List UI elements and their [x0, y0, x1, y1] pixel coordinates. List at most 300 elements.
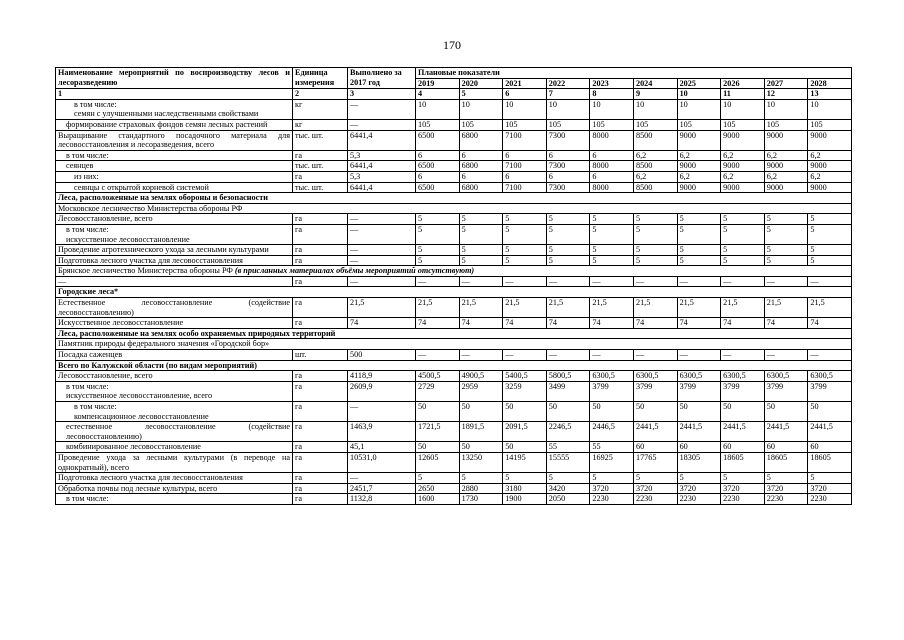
section-title: Леса, расположенные на землях обороны и безопасности: [56, 193, 852, 204]
activity-name: [56, 245, 293, 256]
plan-value-cell: 18605: [764, 452, 808, 472]
plan-value-cell: 9000: [721, 161, 765, 172]
plan-value-cell: 2441,5: [633, 422, 677, 442]
plan-value-cell: 3720: [808, 483, 852, 494]
subsection-title: Московское лесничество Министерства обороны РФ: [56, 203, 852, 214]
plan-value-cell: 1730: [459, 494, 503, 505]
header-plan: Плановые показатели: [416, 68, 852, 79]
activity-name-line: Выращивание стандартного посадочного материала для лесовосстановления и лесоразведения, всего: [58, 130, 290, 150]
plan-value-cell: 18305: [677, 452, 721, 472]
activity-name-line: искусственное лесовосстановление, всего: [66, 391, 213, 401]
plan-value-cell: 9000: [721, 182, 765, 193]
plan-value-cell: 3799: [808, 381, 852, 401]
plan-value-cell: 8500: [633, 161, 677, 172]
activity-name-line: семян с улучшенными наследственными свойствами: [74, 109, 259, 119]
plan-value-cell: 14195: [503, 452, 547, 472]
plan-value-cell: 5: [677, 473, 721, 484]
unit-cell: га: [293, 494, 348, 505]
plan-value-cell: 21,5: [764, 298, 808, 318]
table-row: [56, 119, 852, 130]
table-row: [56, 402, 852, 422]
table-row: [56, 182, 852, 193]
activity-name-line: в том числе:: [66, 224, 109, 234]
plan-value-cell: 6: [590, 171, 634, 182]
unit-cell: га: [293, 381, 348, 401]
header-year: 2027: [764, 78, 808, 89]
plan-value-cell: 74: [416, 318, 460, 329]
table-row: [56, 473, 852, 484]
plan-value-cell: 5: [546, 255, 590, 266]
plan-value-cell: 74: [677, 318, 721, 329]
activity-name: [56, 276, 293, 287]
plan-value-cell: 50: [416, 442, 460, 453]
activity-name-line: формирование страховых фондов семян лесных растений: [66, 119, 268, 129]
plan-value-cell: 5: [764, 214, 808, 225]
plan-value-cell: 3720: [590, 483, 634, 494]
plan-value-cell: 21,5: [416, 298, 460, 318]
unit-cell: га: [293, 298, 348, 318]
plan-value-cell: 2230: [633, 494, 677, 505]
done-2017-cell: 10531,0: [348, 452, 416, 472]
plan-value-cell: 5: [677, 214, 721, 225]
activity-name-line: из них:: [74, 171, 99, 181]
activity-name-line: Лесовосстановление, всего: [58, 371, 153, 381]
plan-value-cell: 3420: [546, 483, 590, 494]
activity-name: [56, 452, 293, 472]
header-column-number: 12: [764, 89, 808, 100]
plan-value-cell: —: [764, 276, 808, 287]
activity-name: [56, 298, 293, 318]
done-2017-cell: —: [348, 245, 416, 256]
table-row: [56, 99, 852, 119]
done-2017-cell: 45,1: [348, 442, 416, 453]
plan-value-cell: 5: [590, 214, 634, 225]
plan-value-cell: 17765: [633, 452, 677, 472]
table-row: [56, 224, 852, 244]
header-column-number: 6: [503, 89, 547, 100]
plan-value-cell: 5: [721, 473, 765, 484]
unit-cell: га: [293, 452, 348, 472]
activity-name-line: Проведение агротехнического ухода за лесными культурами: [58, 245, 269, 255]
plan-value-cell: 6,2: [677, 171, 721, 182]
plan-value-cell: —: [808, 276, 852, 287]
done-2017-cell: 6441,4: [348, 161, 416, 172]
plan-value-cell: 3720: [764, 483, 808, 494]
plan-value-cell: 5: [416, 214, 460, 225]
plan-value-cell: 6300,5: [677, 371, 721, 382]
plan-value-cell: 9000: [808, 130, 852, 150]
plan-value-cell: 6500: [416, 130, 460, 150]
activity-name: [56, 402, 293, 422]
plan-value-cell: 5: [546, 224, 590, 244]
subsection-title: [56, 266, 852, 277]
plan-value-cell: 5: [633, 245, 677, 256]
plan-value-cell: 5: [503, 245, 547, 256]
activity-name-line: Естественное лесовосстановление (содействие лесовосстановлению): [58, 298, 290, 317]
plan-value-cell: 6: [416, 150, 460, 161]
plan-value-cell: 50: [503, 402, 547, 422]
activity-name-line: компенсационное лесовосстановление: [74, 411, 209, 421]
activity-name-line: в том числе:: [66, 494, 109, 504]
done-2017-cell: 21,5: [348, 298, 416, 318]
plan-value-cell: 2729: [416, 381, 460, 401]
plan-value-cell: 2441,5: [721, 422, 765, 442]
plan-value-cell: 7300: [546, 161, 590, 172]
plan-value-cell: 74: [633, 318, 677, 329]
plan-value-cell: 5800,5: [546, 371, 590, 382]
plan-value-cell: 10: [546, 99, 590, 119]
plan-value-cell: 6800: [459, 130, 503, 150]
plan-value-cell: 2441,5: [808, 422, 852, 442]
plan-value-cell: 9000: [721, 130, 765, 150]
plan-value-cell: 5: [503, 214, 547, 225]
activity-name: [56, 214, 293, 225]
page-number: 170: [443, 38, 461, 52]
activity-name-line: Искусственное лесовосстановление: [58, 318, 184, 328]
unit-cell: тыс. шт.: [293, 182, 348, 193]
plan-value-cell: 5: [416, 255, 460, 266]
unit-cell: шт.: [293, 350, 348, 361]
plan-value-cell: 55: [590, 442, 634, 453]
plan-value-cell: 60: [721, 442, 765, 453]
plan-value-cell: 10: [764, 99, 808, 119]
plan-value-cell: 5: [633, 473, 677, 484]
plan-value-cell: 5: [459, 214, 503, 225]
plan-value-cell: 105: [677, 119, 721, 130]
plan-value-cell: 9000: [764, 161, 808, 172]
done-2017-cell: 6441,4: [348, 182, 416, 193]
plan-value-cell: 7100: [503, 161, 547, 172]
header-year: 2026: [721, 78, 765, 89]
plan-value-cell: —: [677, 276, 721, 287]
plan-value-cell: 18605: [721, 452, 765, 472]
plan-value-cell: 5: [416, 473, 460, 484]
plan-value-cell: 1900: [503, 494, 547, 505]
plan-value-cell: 50: [503, 442, 547, 453]
reforestation-plan-table: [55, 67, 852, 505]
plan-value-cell: 105: [459, 119, 503, 130]
plan-value-cell: 105: [764, 119, 808, 130]
subsection-name: Брянское лесничество Министерства обороны РФ: [58, 266, 235, 276]
plan-value-cell: 10: [633, 99, 677, 119]
plan-value-cell: 6300,5: [590, 371, 634, 382]
plan-value-cell: 5: [459, 245, 503, 256]
plan-value-cell: 55: [546, 442, 590, 453]
plan-value-cell: 3259: [503, 381, 547, 401]
plan-value-cell: 74: [808, 318, 852, 329]
plan-value-cell: 50: [546, 402, 590, 422]
subsection-row: [56, 339, 852, 350]
unit-cell: га: [293, 473, 348, 484]
plan-value-cell: 50: [808, 402, 852, 422]
plan-value-cell: —: [416, 350, 460, 361]
unit-cell: га: [293, 371, 348, 382]
plan-value-cell: —: [590, 276, 634, 287]
activity-name: [56, 255, 293, 266]
header-column-number: 11: [721, 89, 765, 100]
done-2017-cell: —: [348, 276, 416, 287]
plan-value-cell: —: [590, 350, 634, 361]
header-column-number: 9: [633, 89, 677, 100]
plan-value-cell: 6,2: [633, 171, 677, 182]
header-column-number: 8: [590, 89, 634, 100]
plan-value-cell: 2441,5: [764, 422, 808, 442]
activity-name-line: Лесовосстановление, всего: [58, 214, 153, 224]
plan-value-cell: 6300,5: [808, 371, 852, 382]
table-row: [56, 452, 852, 472]
plan-value-cell: 5: [808, 224, 852, 244]
header-numbers-row: [56, 89, 852, 100]
plan-value-cell: 2230: [590, 494, 634, 505]
plan-value-cell: 6: [503, 171, 547, 182]
plan-value-cell: 5: [721, 245, 765, 256]
plan-value-cell: 9000: [677, 182, 721, 193]
plan-value-cell: 16925: [590, 452, 634, 472]
plan-value-cell: 6,2: [764, 171, 808, 182]
header-done: Выполнено за 2017 год: [348, 68, 416, 89]
unit-cell: га: [293, 318, 348, 329]
plan-value-cell: 6: [459, 171, 503, 182]
plan-value-cell: 5: [459, 224, 503, 244]
plan-value-cell: 5: [808, 255, 852, 266]
plan-value-cell: 5: [546, 473, 590, 484]
done-2017-cell: —: [348, 224, 416, 244]
plan-value-cell: —: [546, 350, 590, 361]
plan-value-cell: 10: [677, 99, 721, 119]
plan-value-cell: 6,2: [721, 150, 765, 161]
activity-name-line: Обработка почвы под лесные культуры, всего: [58, 483, 218, 493]
plan-value-cell: 2650: [416, 483, 460, 494]
plan-value-cell: 21,5: [546, 298, 590, 318]
plan-value-cell: 6: [459, 150, 503, 161]
activity-name-line: естественное лесовосстановление (содействие лесовосстановлению): [66, 422, 290, 441]
section-row: [56, 328, 852, 339]
done-2017-cell: 2451,7: [348, 483, 416, 494]
unit-cell: га: [293, 171, 348, 182]
plan-value-cell: 6500: [416, 182, 460, 193]
unit-cell: га: [293, 214, 348, 225]
activity-name: [56, 381, 293, 401]
table-row: [56, 245, 852, 256]
plan-value-cell: 74: [721, 318, 765, 329]
header-column-number: 1: [56, 89, 293, 100]
plan-value-cell: 13250: [459, 452, 503, 472]
section-row: [56, 287, 852, 298]
plan-value-cell: 2880: [459, 483, 503, 494]
plan-value-cell: 4900,5: [459, 371, 503, 382]
plan-value-cell: 21,5: [677, 298, 721, 318]
activity-name-line: —: [58, 276, 67, 286]
plan-value-cell: 21,5: [721, 298, 765, 318]
plan-value-cell: 50: [721, 402, 765, 422]
plan-value-cell: 5: [721, 214, 765, 225]
plan-value-cell: 60: [633, 442, 677, 453]
section-title: Всего по Калужской области (по видам мероприятий): [56, 360, 852, 371]
plan-value-cell: 5: [633, 224, 677, 244]
activity-name: [56, 483, 293, 494]
plan-value-cell: 6300,5: [721, 371, 765, 382]
plan-value-cell: 6300,5: [633, 371, 677, 382]
plan-value-cell: 2441,5: [677, 422, 721, 442]
plan-value-cell: —: [416, 276, 460, 287]
plan-value-cell: 5: [764, 224, 808, 244]
table-row: [56, 214, 852, 225]
plan-value-cell: 6,2: [808, 171, 852, 182]
plan-value-cell: 4500,5: [416, 371, 460, 382]
table-row: [56, 494, 852, 505]
activity-name: [56, 422, 293, 442]
header-year: 2023: [590, 78, 634, 89]
table-row: [56, 483, 852, 494]
plan-value-cell: 2246,5: [546, 422, 590, 442]
plan-value-cell: 1891,5: [459, 422, 503, 442]
header-column-number: 2: [293, 89, 348, 100]
table-row: [56, 171, 852, 182]
plan-value-cell: 10: [503, 99, 547, 119]
plan-value-cell: 5: [721, 255, 765, 266]
activity-name-line: в том числе:: [74, 402, 117, 411]
subsection-row: [56, 203, 852, 214]
plan-value-cell: 5: [677, 255, 721, 266]
plan-value-cell: —: [459, 350, 503, 361]
activity-name: [56, 99, 293, 119]
plan-value-cell: 1721,5: [416, 422, 460, 442]
plan-value-cell: 2230: [808, 494, 852, 505]
plan-value-cell: 7300: [546, 130, 590, 150]
plan-value-cell: 6,2: [764, 150, 808, 161]
plan-value-cell: —: [503, 350, 547, 361]
header-year: 2021: [503, 78, 547, 89]
header-column-number: 10: [677, 89, 721, 100]
table-row: [56, 371, 852, 382]
done-2017-cell: —: [348, 119, 416, 130]
plan-value-cell: 21,5: [633, 298, 677, 318]
plan-value-cell: 3720: [677, 483, 721, 494]
plan-value-cell: 3720: [721, 483, 765, 494]
table-row: [56, 422, 852, 442]
plan-value-cell: 18605: [808, 452, 852, 472]
plan-value-cell: 2230: [764, 494, 808, 505]
done-2017-cell: 74: [348, 318, 416, 329]
plan-value-cell: 50: [677, 402, 721, 422]
plan-value-cell: 60: [764, 442, 808, 453]
done-2017-cell: 6441,4: [348, 130, 416, 150]
done-2017-cell: 5,3: [348, 171, 416, 182]
header-column-number: 4: [416, 89, 460, 100]
plan-value-cell: —: [721, 350, 765, 361]
activity-name: [56, 473, 293, 484]
activity-name-line: сеянцев: [66, 161, 94, 171]
table-row: [56, 298, 852, 318]
plan-value-cell: 8000: [590, 130, 634, 150]
plan-value-cell: —: [503, 276, 547, 287]
header-year: 2024: [633, 78, 677, 89]
activity-name-line: комбинированное лесовосстановление: [66, 442, 201, 452]
plan-value-cell: 50: [459, 442, 503, 453]
plan-value-cell: 5: [721, 224, 765, 244]
activity-name: [56, 161, 293, 172]
activity-name: [56, 130, 293, 150]
plan-value-cell: 74: [764, 318, 808, 329]
plan-value-cell: 105: [721, 119, 765, 130]
activity-name: [56, 150, 293, 161]
header-column-number: 3: [348, 89, 416, 100]
header-row: [56, 68, 852, 79]
plan-value-cell: 3720: [633, 483, 677, 494]
plan-value-cell: 8000: [590, 161, 634, 172]
plan-value-cell: 60: [808, 442, 852, 453]
activity-name: [56, 371, 293, 382]
plan-value-cell: 50: [633, 402, 677, 422]
plan-value-cell: 74: [459, 318, 503, 329]
plan-value-cell: 5: [590, 245, 634, 256]
plan-value-cell: 2230: [721, 494, 765, 505]
plan-value-cell: 5: [590, 473, 634, 484]
plan-value-cell: 10: [808, 99, 852, 119]
plan-value-cell: 60: [677, 442, 721, 453]
unit-cell: га: [293, 255, 348, 266]
activity-name-line: Проведение ухода за лесными культурами (в переводе на однократный), всего: [58, 452, 290, 472]
plan-value-cell: 6,2: [721, 171, 765, 182]
plan-value-cell: 8500: [633, 130, 677, 150]
header-year: 2019: [416, 78, 460, 89]
activity-name: [56, 171, 293, 182]
subsection-row: [56, 266, 852, 277]
unit-cell: тыс. шт.: [293, 161, 348, 172]
unit-cell: га: [293, 276, 348, 287]
plan-value-cell: 6: [503, 150, 547, 161]
plan-value-cell: 5: [808, 214, 852, 225]
plan-value-cell: 9000: [764, 182, 808, 193]
plan-value-cell: 74: [590, 318, 634, 329]
plan-value-cell: 6800: [459, 161, 503, 172]
unit-cell: га: [293, 442, 348, 453]
header-year: 2020: [459, 78, 503, 89]
done-2017-cell: 2609,9: [348, 381, 416, 401]
activity-name-line: Посадка саженцев: [58, 350, 123, 360]
plan-value-cell: 5: [459, 255, 503, 266]
header-column-number: 13: [808, 89, 852, 100]
plan-value-cell: —: [677, 350, 721, 361]
table-row: [56, 276, 852, 287]
unit-cell: га: [293, 402, 348, 422]
plan-value-cell: —: [633, 276, 677, 287]
header-year: 2022: [546, 78, 590, 89]
plan-value-cell: 105: [416, 119, 460, 130]
activity-name: [56, 182, 293, 193]
activity-name: [56, 119, 293, 130]
activity-name: [56, 442, 293, 453]
plan-value-cell: 2230: [677, 494, 721, 505]
plan-value-cell: 74: [503, 318, 547, 329]
plan-value-cell: 5: [677, 245, 721, 256]
header-year: 2028: [808, 78, 852, 89]
section-row: [56, 193, 852, 204]
plan-value-cell: 15555: [546, 452, 590, 472]
unit-cell: га: [293, 224, 348, 244]
activity-name-line: в том числе:: [74, 99, 117, 109]
plan-value-cell: —: [459, 276, 503, 287]
plan-value-cell: 6: [546, 171, 590, 182]
plan-value-cell: 3799: [633, 381, 677, 401]
header-column-number: 7: [546, 89, 590, 100]
plan-value-cell: 6,2: [677, 150, 721, 161]
plan-value-cell: 6300,5: [764, 371, 808, 382]
table-row: [56, 130, 852, 150]
plan-value-cell: 5400,5: [503, 371, 547, 382]
done-2017-cell: —: [348, 99, 416, 119]
plan-value-cell: 21,5: [808, 298, 852, 318]
